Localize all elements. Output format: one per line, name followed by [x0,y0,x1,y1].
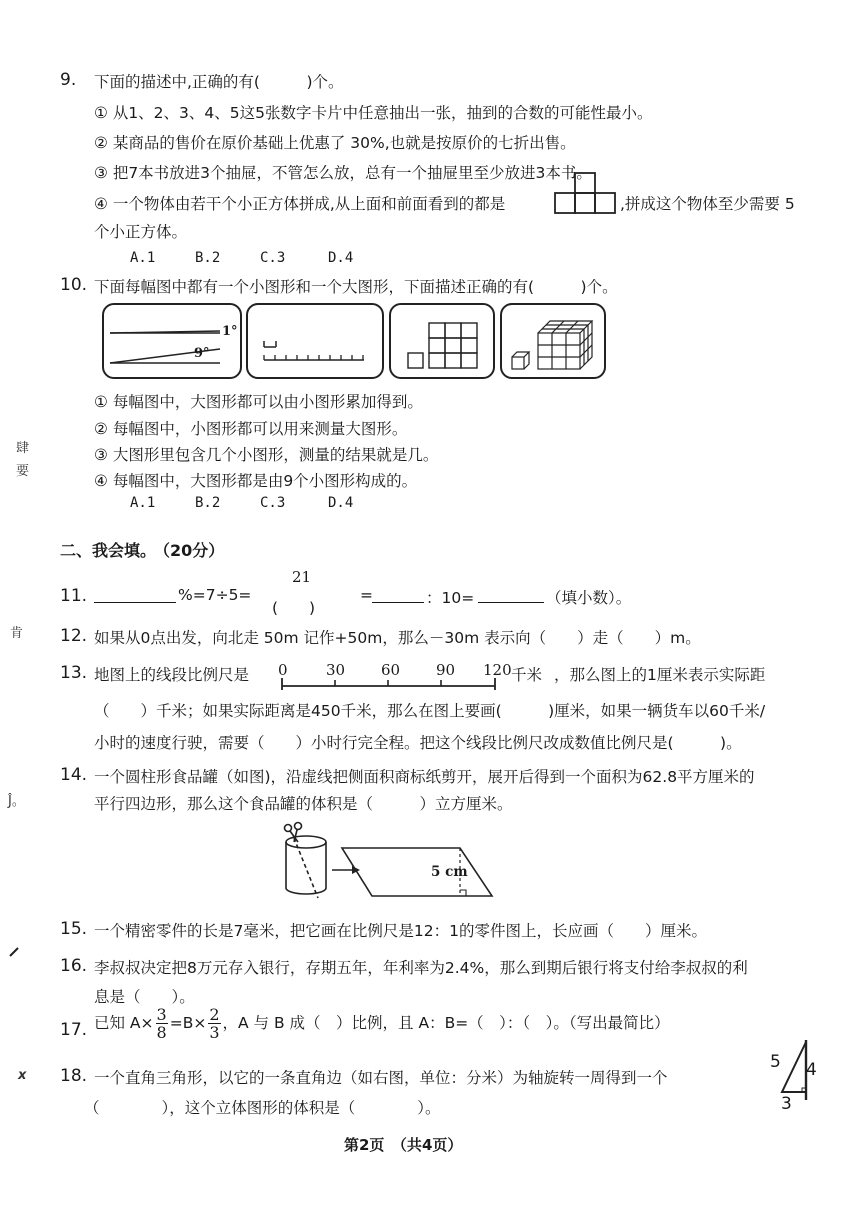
q9-number: 9. [60,70,77,90]
q9-choice-c: C.3 [260,250,286,266]
q14-line-1: 一个圆柱形食品罐（如图)，沿虚线把侧面积商标纸剪开，展开后得到一个面积为62.8平方厘米的 [94,768,755,786]
q17-part-c: ，A 与 B 成（ ）比例，且 A：B=（ ）：（ ）。（写出最简比） [222,1014,670,1032]
q13-scale-tick-0: 0 [278,661,288,679]
q13-line-3: 小时的速度行驶，需要（ ）小时行完全程。把这个线段比例尺改成数值比例尺是( )。 [94,734,742,752]
page-footer: 第2页 （共4页） [344,1136,463,1154]
q10-angle-figure [104,305,240,377]
q10-angle-big-label: 9° [194,346,210,361]
q9-stem: 下面的描述中,正确的有( )个。 [94,73,344,91]
q11-part1: %=7÷5= [178,586,252,604]
q10-squares-figure [391,305,493,377]
q10-option-1: ① 每幅图中，大图形都可以由小图形累加得到。 [94,393,423,411]
q13-scale-tick-90: 90 [436,661,456,679]
q10-choice-d: D.4 [328,495,354,511]
q17-number: 17. [60,1020,88,1040]
q11-number: 11. [60,586,88,606]
q11-equals: = [360,586,373,604]
q10-option-3: ③ 大图形里包含几个小图形，测量的结果就是几。 [94,446,439,464]
q10-choice-a: A.1 [130,495,156,511]
q18-base-label: 3 [781,1094,792,1114]
q10-ruler-figure [248,305,382,377]
q13-line-2: （ ）千米；如果实际距离是450千米，那么在图上要画( )厘米，如果一辆货车以60千米/ [94,702,766,720]
q17-part-b: =B× [169,1014,207,1032]
margin-mark-5: x [18,1068,27,1083]
q16-number: 16. [60,956,88,976]
q10-choice-c: C.3 [260,495,286,511]
q11-fraction-den[interactable]: ( ) [272,599,316,617]
q10-option-2: ② 每幅图中，小图形都可以用来测量大图形。 [94,420,408,438]
q13-scale-bar [280,678,500,692]
q9-option-2: ② 某商品的售价在原价基础上优惠了 30%,也就是按原价的七折出售。 [94,134,576,152]
q11-blank-ratio[interactable] [372,588,424,603]
q9-option-4c: 个小正方体。 [94,223,188,241]
margin-tick [8,946,20,958]
q9-option-4a: ④ 一个物体由若干个小正方体拼成,从上面和前面看到的都是 [94,195,506,213]
q17-fraction-2-num: 2 [209,1005,220,1024]
q10-cubes-figure [502,305,604,377]
q13-scale-tick-120: 120 [483,661,512,679]
q9-choice-a: A.1 [130,250,156,266]
section-2-title [60,538,224,561]
q17-fraction-1-num: 3 [156,1005,167,1024]
margin-mark-3: 肯 [10,626,24,641]
margin-mark-2: 要 [16,464,30,479]
q18-line-1: 一个直角三角形，以它的一条直角边（如右图，单位：分米）为轴旋转一周得到一个 [94,1069,668,1087]
q13-text-a: 地图上的线段比例尺是 [94,666,250,684]
q18-hypotenuse-label: 5 [770,1052,781,1072]
q12-text: 如果从0点出发，向北走 50m 记作+50m，那么－30m 表示向（ ）走（ ）m。 [94,629,701,647]
q9-view-shape-icon [554,172,620,214]
q9-option-3: ③ 把7本书放进3个抽屉，不管怎么放，总有一个抽屉里至少放进3本书。 [94,164,592,182]
q13-scale-tick-60: 60 [381,661,401,679]
q13-number: 13. [60,663,88,683]
q13-scale-tick-30: 30 [326,661,346,679]
q17-text [94,1006,670,1041]
q16-line-1: 李叔叔决定把8万元存入银行，存期五年，年利率为2.4%，那么到期后银行将支付给李叔叔的利 [94,959,748,977]
q13-unit: 千米 [511,666,543,684]
q18-line-2: （ ），这个立体图形的体积是（ ）。 [84,1099,441,1117]
q11-part3: ：10= [426,589,475,607]
q17-part-a: 已知 A× [94,1014,154,1032]
q14-figure-label: 5 cm [431,864,468,880]
q12-number: 12. [60,626,88,646]
section-2-heading: 二、我会填。 [60,541,157,560]
q10-choice-b: B.2 [195,495,221,511]
q15-number: 15. [60,919,88,939]
q11-blank-percent[interactable] [94,588,176,603]
q13-text-b: ，那么图上的1厘米表示实际距 [554,666,766,684]
q14-number: 14. [60,765,88,785]
q17-fraction-1-den: 8 [156,1023,167,1042]
q18-number: 18. [60,1066,88,1086]
q11-part4: （填小数）。 [546,589,632,607]
margin-mark-1: 肆 [16,441,30,456]
q9-choice-b: B.2 [195,250,221,266]
q10-stem: 下面每幅图中都有一个小图形和一个大图形，下面描述正确的有( )个。 [94,278,618,296]
q18-height-label: 4 [806,1060,817,1080]
q17-fraction-2-den: 3 [209,1023,220,1042]
q10-option-4: ④ 每幅图中，大图形都是由9个小图形构成的。 [94,472,418,490]
q16-line-2: 息是（ ）。 [94,988,195,1006]
q9-option-4b: ,拼成这个物体至少需要 5 [620,195,795,213]
q17-fraction-2 [208,1006,220,1041]
q9-choice-d: D.4 [328,250,354,266]
q10-number: 10. [60,275,88,295]
margin-mark-4: Ĵ。 [8,794,25,809]
q14-line-2: 平行四边形，那么这个食品罐的体积是（ ）立方厘米。 [94,795,513,813]
section-2-score: （20分） [162,541,225,560]
q11-fraction-num: 21 [292,568,312,586]
q14-cylinder-figure [272,820,502,904]
q9-option-1: ① 从1、2、3、4、5这5张数字卡片中任意抽出一张，抽到的合数的可能性最小。 [94,104,653,122]
q10-angle-small-label: 1° [222,324,238,339]
q15-text: 一个精密零件的长是7毫米，把它画在比例尺是12：1的零件图上，长应画（ ）厘米。 [94,922,707,940]
q11-blank-decimal[interactable] [478,588,544,603]
q17-fraction-1 [156,1006,168,1041]
